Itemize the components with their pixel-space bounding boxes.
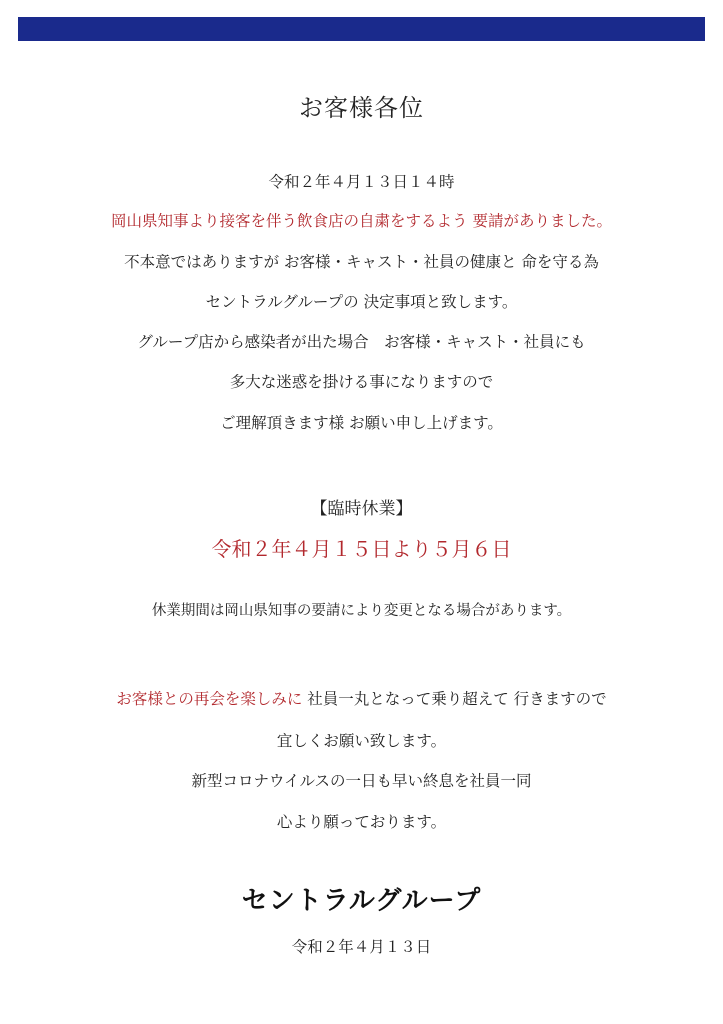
body-line-3: グループ店から感染者が出た場合 お客様・キャスト・社員にも [137, 333, 586, 351]
page-title: お客様各位 [299, 94, 424, 122]
closing-line-1-highlight: お客様との再会を楽しみに [116, 690, 303, 708]
government-request: 岡山県知事より接客を伴う飲食店の自粛をするよう 要請がありました。 [111, 212, 612, 230]
body-line-2: セントラルグループの 決定事項と致します。 [205, 293, 518, 311]
closure-period: 令和２年４月１５日より５月６日 [211, 537, 512, 561]
body-line-1: 不本意ではありますが お客様・キャスト・社員の健康と 命を守る為 [124, 253, 599, 271]
footer-date: 令和２年４月１３日 [291, 938, 432, 956]
body-line-4: 多大な迷惑を掛ける事になりますので [229, 373, 494, 391]
closing-line-4: 心より願っております。 [276, 813, 447, 831]
closing-line-1 [0, 688, 723, 710]
closing-line-2: 宜しくお願い致します。 [276, 732, 447, 750]
body-line-5: ご理解頂きます様 お願い申し上げます。 [220, 414, 503, 432]
header-bar [18, 17, 705, 41]
closing-line-1-rest: 社員一丸となって乗り超えて 行きますので [302, 690, 607, 708]
closure-note: 休業期間は岡山県知事の要請により変更となる場合があります。 [151, 603, 572, 619]
closing-line-3: 新型コロナウイルスの一日も早い終息を社員一同 [191, 772, 532, 790]
closure-heading: 【臨時休業】 [310, 499, 413, 519]
notice-datetime: 令和２年４月１３日１４時 [268, 173, 455, 191]
company-logo: セントラルグループ [241, 886, 482, 916]
